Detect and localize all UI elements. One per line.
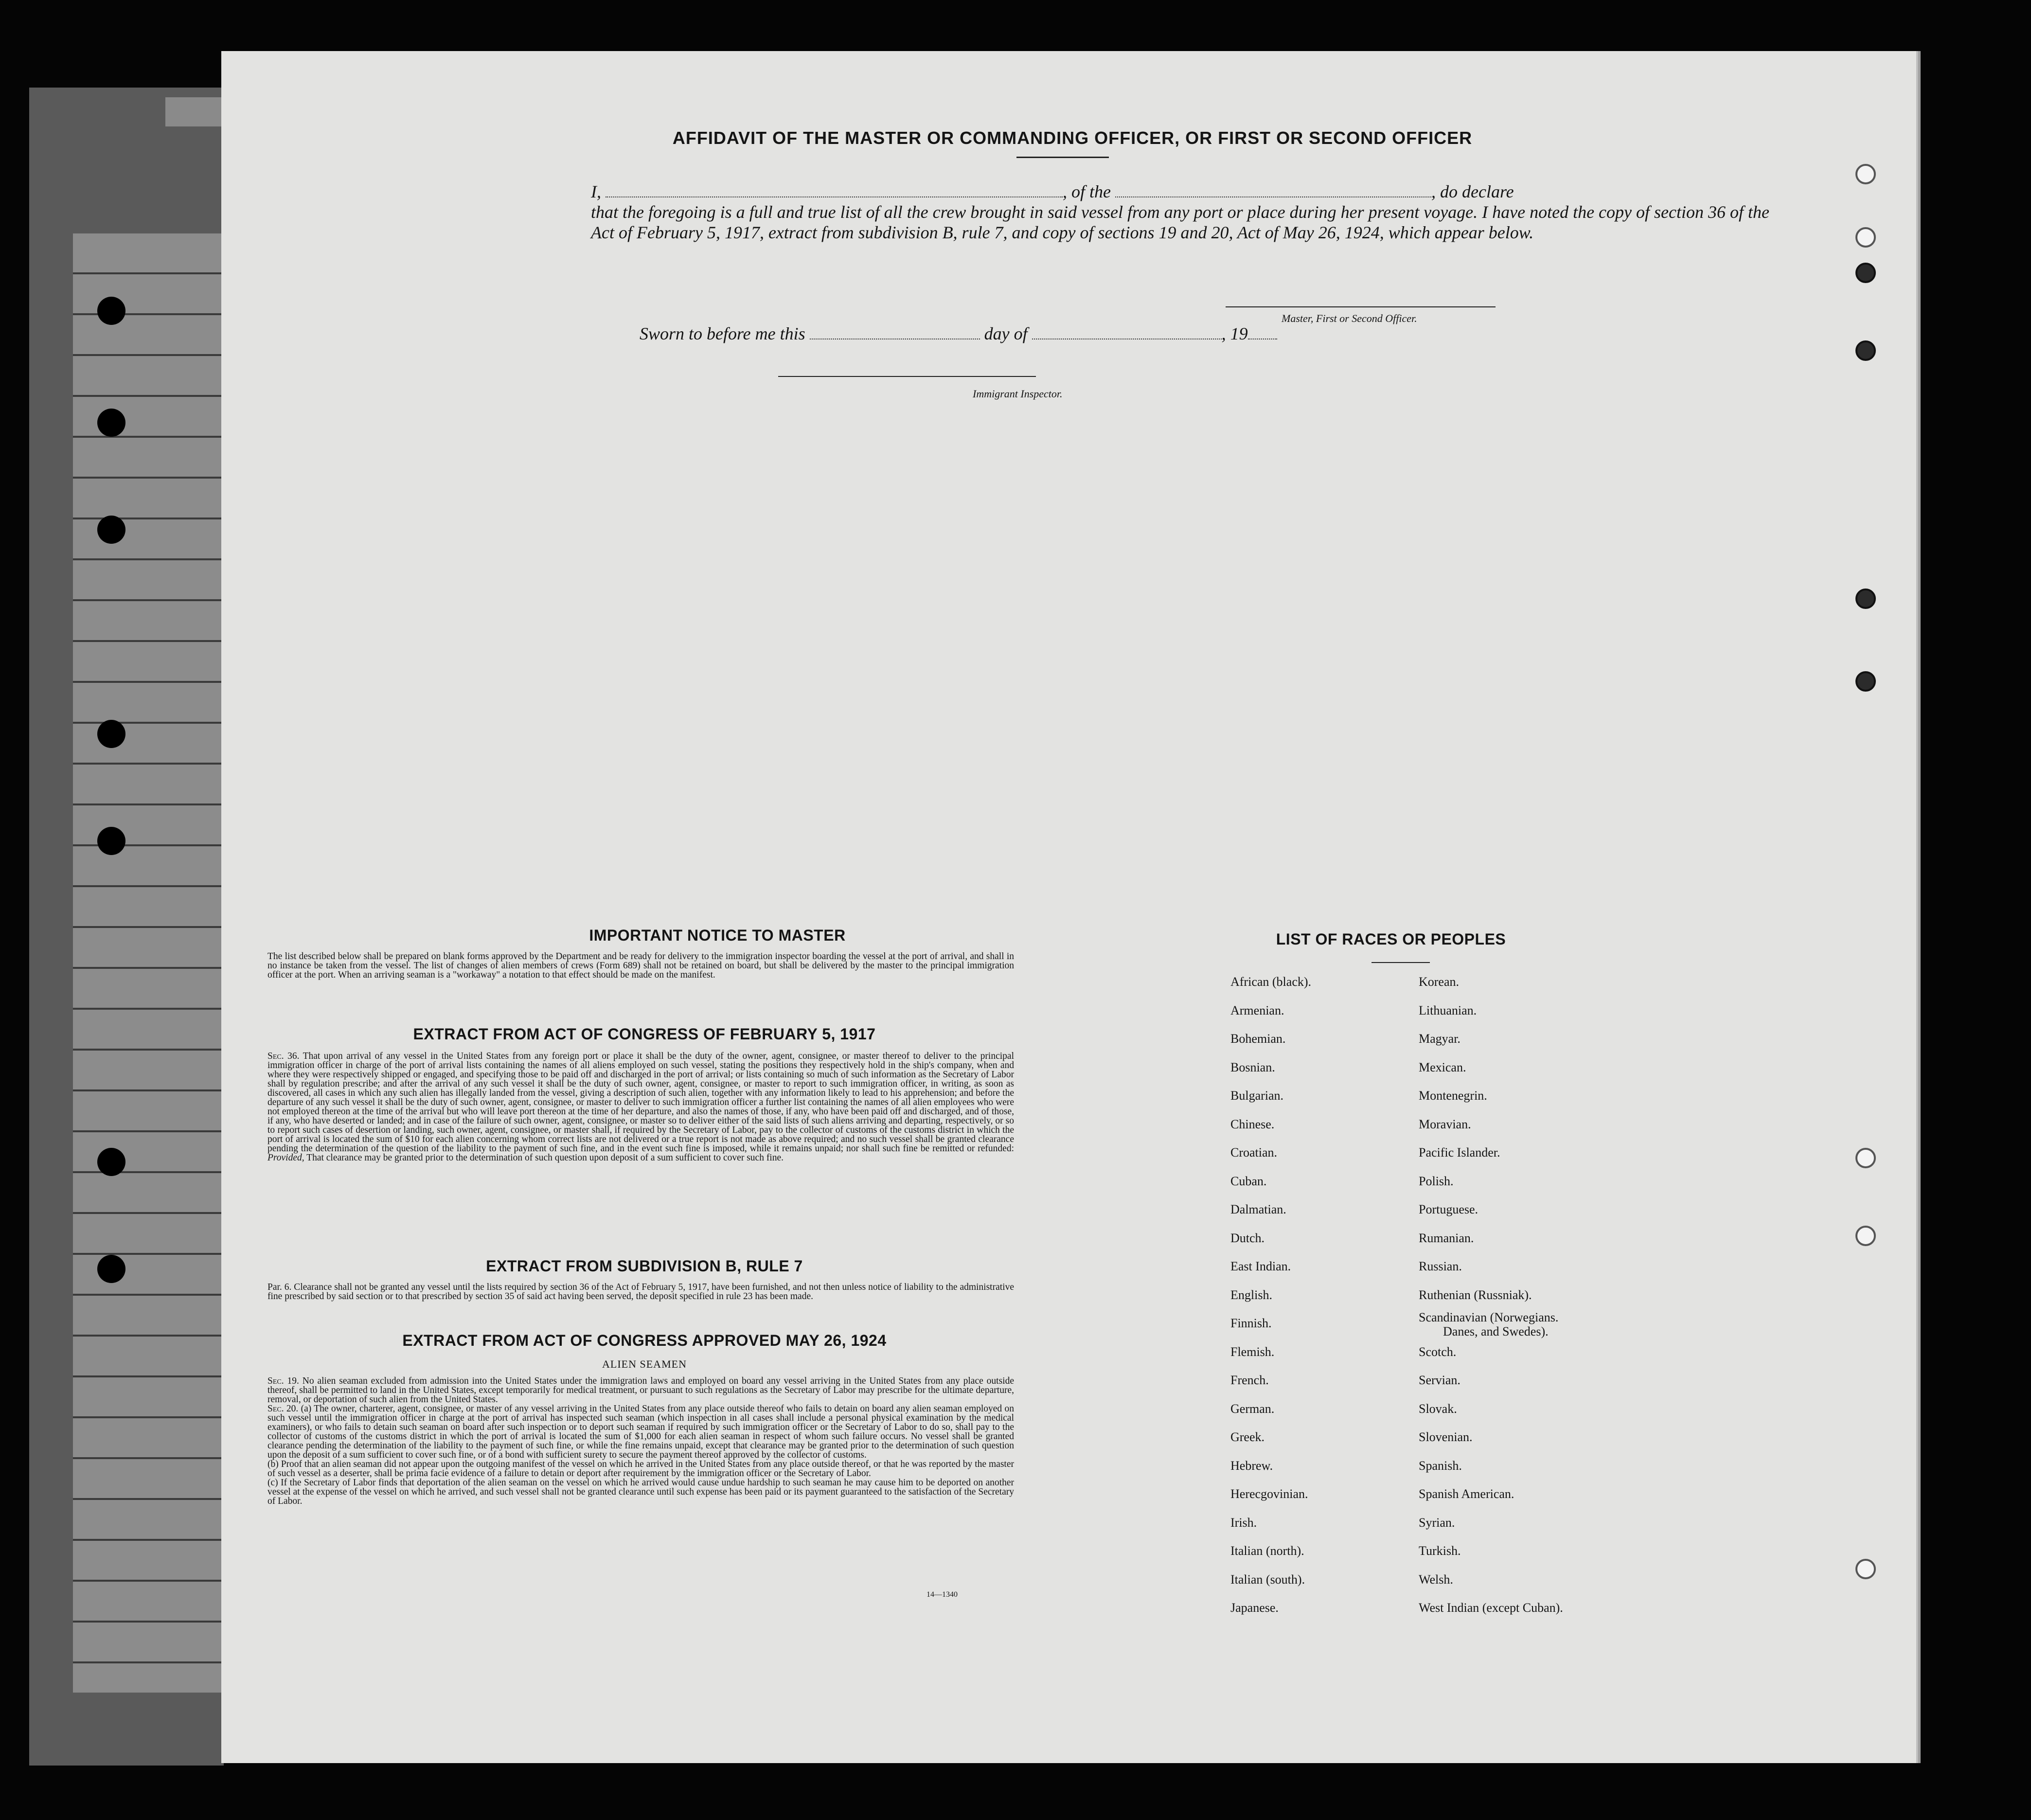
binder-ring (1855, 227, 1876, 248)
race-item: Spanish American. (1419, 1487, 1514, 1501)
extract-1924-text (267, 1376, 1014, 1506)
race-item: Cuban. (1230, 1174, 1267, 1188)
binder-ring (1855, 340, 1876, 361)
sec-19-label: Sec. 19. (267, 1376, 299, 1386)
affidavit-i: I, (591, 182, 601, 201)
punch-hole (97, 297, 125, 325)
punch-hole (97, 1255, 125, 1283)
races-left-column (1230, 968, 1311, 1623)
vessel-blank (1115, 196, 1431, 197)
race-item: Hebrew. (1230, 1458, 1273, 1473)
race-item: Scotch. (1419, 1344, 1457, 1359)
race-item: Japanese. (1230, 1601, 1279, 1615)
punch-hole (97, 720, 125, 748)
inspector-signature-line (778, 376, 1036, 377)
document-page (221, 51, 1916, 1763)
inspector-signature-label: Immigrant Inspector. (973, 388, 1063, 400)
binder-ring (1855, 671, 1876, 692)
race-item: Chinese. (1230, 1117, 1275, 1131)
sworn-year-prefix: , 19 (1221, 324, 1248, 343)
race-item: Flemish. (1230, 1344, 1275, 1359)
sec-36-text: That upon arrival of any vessel in the United States from any foreign port or place it shall be the duty of the owner, agent, consignee, or master thereof to deliver to the principal immigration officer in charge of the port of arrival lists containing the names of all aliens employed on such vessel, stating the positions they respectively hold in the ship's company, when and where they were respectively shipped or engaged, and specifying those to be paid off and discharged in the port of arrival; or lists containing so much of such information as the Secretary of Labor shall by regulation prescribe; and after the arrival of any such vessel it shall be the duty of such owner, agent, consignee, or master to report to such immigration officer, in writing, as soon as discovered, all cases in which any such alien has illegally landed from the vessel, giving a description of such alien, together with any information likely to lead to his apprehension; and before the departure of any such vessel it shall be the duty of such owner, agent, consignee, or master to deliver to such immigration officer a further list containing the names of all alien employees who were not employed thereon at the time of the arrival but who will leave port thereon at the time of her departure, and also the names of those, if any, who have been paid off and discharged, and of those, if any, who have deserted or landed; and in case of the failure of such owner, agent, consignee, or master so to deliver either of the said lists of such aliens arriving and departing, respectively, or so to report such cases of desertion or landing, such owner, agent, consignee, or master shall, if required by the Secretary of Labor, pay to the collector of customs of the customs district in which the port of arrival is located the sum of $10 for each alien concerning whom correct lists are not delivered or a true report is not made as above required; and no such vessel shall be granted clearance pending the determination of the question of the liability to the payment of such fine, and in the event such fine is imposed, while it remains unpaid; nor shall such fine be remitted or refunded: (267, 1051, 1014, 1154)
affidavit-line-1 (591, 181, 1778, 202)
binder-ring (1855, 1148, 1876, 1168)
binder-ring (1855, 1226, 1876, 1246)
punch-hole (97, 827, 125, 855)
race-item: Lithuanian. (1419, 1003, 1477, 1017)
sec-20b-text: (b) Proof that an alien seaman did not appear upon the outgoing manifest of the vessel on which he arrived in the United States from any place outside thereof, or that he was reported by the master of such vessel as a deserter, shall be prima facie evidence of a failure to detain or deport after requirement by the immigration officer or the Secretary of Labor. (267, 1459, 1014, 1479)
race-item: Slovenian. (1419, 1430, 1473, 1444)
affidavit-body: that the foregoing is a full and true list of all the crew brought in said vessel from any port or place during her present voyage. I have noted the copy of section 36 of the Act of February 5, 1917, extract from subdivision B, rule 7, and copy of sections 19 and 20, Act of May 26, 1924, which appear below. (591, 202, 1769, 242)
race-item: Bohemian. (1230, 1032, 1286, 1046)
race-item: Spanish. (1419, 1458, 1462, 1473)
punch-hole (97, 1148, 125, 1176)
punch-hole (97, 409, 125, 437)
sec-20c-text: (c) If the Secretary of Labor finds that deportation of the alien seaman on the vessel on which he arrived would cause undue hardship to such seaman he may cause him to be deported on another vessel at the expense of the vessel on which he arrived, and such vessel shall not be granted clearance until such expense has been paid or its payment guaranteed to the satisfaction of the Secretary of Labor. (267, 1478, 1014, 1506)
sec-19-text: No alien seaman excluded from admission into the United States under the immigration laws and employed on board any vessel arriving in the United States from any place outside thereof, shall be permitted to land in the United States, except temporarily for medical treatment, or pursuant to such regulations as the Secretary of Labor may prescribe for the ultimate departure, removal, or deportation of such alien from the United States. (267, 1376, 1014, 1405)
binder-ring (1855, 589, 1876, 609)
race-item: Moravian. (1419, 1117, 1471, 1131)
race-item: Dutch. (1230, 1231, 1265, 1245)
race-item: Italian (south). (1230, 1572, 1305, 1587)
notice-text: The list described below shall be prepared on blank forms approved by the Department and be ready for delivery to the immigration inspector boarding the vessel at the port of arrival, and shall in no instance be taken from the vessel. The list of changes of alien members of crews (Form 689) shall not be retained on board, but shall be delivered by the master to the principal immigration officer at the port. When an arriving seaman is a "workaway" a notation to that effect should be made on the manifest. (267, 951, 1014, 980)
race-item: Bosnian. (1230, 1060, 1275, 1074)
race-item: Irish. (1230, 1515, 1257, 1530)
race-item: Armenian. (1230, 1003, 1284, 1017)
race-item: East Indian. (1230, 1259, 1291, 1273)
race-item: Herecgovinian. (1230, 1487, 1308, 1501)
rule-7-title: EXTRACT FROM SUBDIVISION B, RULE 7 (486, 1257, 803, 1275)
race-item: Bulgarian. (1230, 1088, 1284, 1103)
proviso-label: Provided, (267, 1153, 304, 1163)
binder-ring (1855, 1559, 1876, 1579)
sec-20-label: Sec. 20. (267, 1404, 299, 1414)
race-item: Ruthenian (Russniak). (1419, 1287, 1532, 1302)
sworn-line (640, 323, 1277, 344)
races-title-underline (1372, 962, 1430, 963)
race-item: Finnish. (1230, 1316, 1272, 1330)
binder-ring (1855, 164, 1876, 184)
master-signature-line (1226, 306, 1496, 307)
race-item: Scandinavian (Norwegians. (1419, 1310, 1559, 1324)
extract-1917-title: EXTRACT FROM ACT OF CONGRESS OF FEBRUARY 5, 1917 (413, 1025, 876, 1043)
form-number: 14—1340 (926, 1590, 958, 1599)
races-title: LIST OF RACES OR PEOPLES (1276, 930, 1506, 948)
sworn-month-blank (1032, 326, 1222, 339)
name-blank (606, 196, 1063, 197)
race-item: Pacific Islander. (1419, 1145, 1500, 1160)
binder-ring (1855, 263, 1876, 283)
race-item: German. (1230, 1401, 1275, 1416)
race-item: Mexican. (1419, 1060, 1466, 1074)
master-signature-label: Master, First or Second Officer. (1282, 312, 1417, 324)
race-item: Portuguese. (1419, 1202, 1479, 1216)
race-item: Magyar. (1419, 1032, 1461, 1046)
race-item: African (black). (1230, 975, 1312, 989)
alien-seamen-subtitle: ALIEN SEAMEN (602, 1358, 687, 1370)
affidavit-do-declare: , do declare (1431, 182, 1514, 201)
race-item: Rumanian. (1419, 1231, 1474, 1245)
race-item: Turkish. (1419, 1544, 1461, 1558)
race-item: Polish. (1419, 1174, 1454, 1188)
race-item: Greek. (1230, 1430, 1265, 1444)
race-item: Korean. (1419, 975, 1460, 989)
race-item: French. (1230, 1373, 1269, 1387)
race-item: Servian. (1419, 1373, 1461, 1387)
sworn-prefix: Sworn to before me this (640, 324, 805, 343)
affidavit-text (591, 181, 1778, 243)
race-item: Italian (north). (1230, 1544, 1304, 1558)
sec-20a-paragraph (267, 1404, 1014, 1460)
extract-1924-title: EXTRACT FROM ACT OF CONGRESS APPROVED MAY 26, 1924 (402, 1332, 887, 1349)
race-item: Slovak. (1419, 1401, 1457, 1416)
race-item: Syrian. (1419, 1515, 1455, 1530)
race-item: Russian. (1419, 1259, 1462, 1273)
sworn-day-of: day of (984, 324, 1028, 343)
race-item: English. (1230, 1287, 1272, 1302)
sec-20a-text: (a) The owner, charterer, agent, consignee, or master of any vessel arriving in the United States from any place outside thereof who fails to detain on board any alien seaman employed on such vessel until the immigration officer in charge at the port of arrival has inspected such seaman (which inspection in all cases shall include a personal physical examination by the medical examiners), or who fails to detain such seaman on board after such inspection or to deport such seaman if required by such immigration officer or the Secretary of Labor to do so, shall pay to the collector of customs of the customs district in which the port of arrival is located the sum of $1,000 for each alien seaman in respect of whom such failure occurs. No vessel shall be granted clearance pending the determination of the liability to the payment of such fine, or while the fine remains unpaid, except that clearance may be granted prior to the determination of such question upon the deposit of a sum sufficient to cover such fine, or of a bond with sufficient surety to secure the payment thereof approved by the collector of customs. (267, 1404, 1014, 1460)
sworn-date-blank (810, 326, 980, 339)
rule-7-text: Par. 6. Clearance shall not be granted any vessel until the lists required by section 36 of the Act of February 5, 1917, have been furnished, and not then unless notice of liability to the administrative fine prescribed by said section or to that prescribed by section 35 of said act having been served, the deposit specified in rule 23 has been made. (267, 1282, 1014, 1302)
notice-title: IMPORTANT NOTICE TO MASTER (589, 927, 846, 944)
title-underline (1016, 157, 1109, 158)
affidavit-title: AFFIDAVIT OF THE MASTER OR COMMANDING OFFICER, OR FIRST OR SECOND OFFICER (672, 128, 1473, 148)
sec-36-label: Sec. 36. (267, 1051, 300, 1061)
punch-hole (97, 516, 125, 544)
race-item-scandinavian (1419, 1309, 1563, 1338)
affidavit-of-the: , of the (1063, 182, 1111, 201)
sec-19-paragraph (267, 1376, 1014, 1404)
sworn-year-blank (1248, 326, 1277, 339)
background-strip (73, 233, 233, 1693)
race-item: Croatian. (1230, 1145, 1278, 1160)
extract-1917-text (267, 1052, 1014, 1162)
race-item: West Indian (except Cuban). (1419, 1601, 1563, 1615)
races-right-column (1419, 968, 1563, 1623)
race-item: Montenegrin. (1419, 1088, 1487, 1103)
race-item: Dalmatian. (1230, 1202, 1286, 1216)
race-item-continuation: Danes, and Swedes). (1443, 1324, 1549, 1338)
race-item: Welsh. (1419, 1572, 1453, 1587)
proviso-text: That clearance may be granted prior to the determination of such question upon deposit of a sum sufficient to cover such fine. (306, 1153, 784, 1163)
